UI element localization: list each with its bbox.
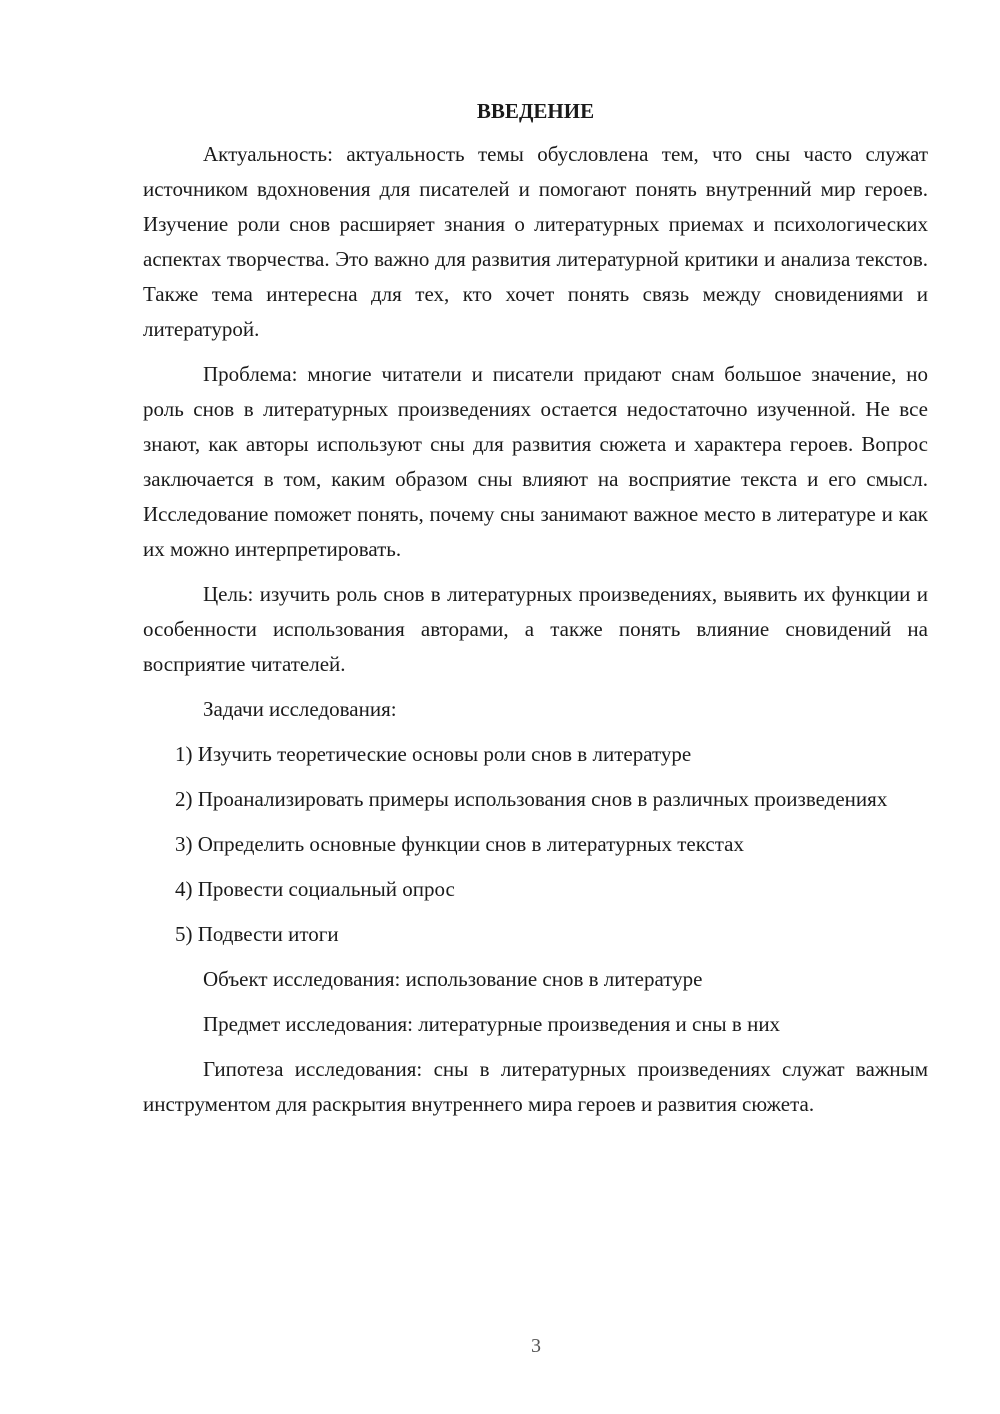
task-item-5: 5) Подвести итоги bbox=[175, 922, 339, 946]
task-item-4: 4) Провести социальный опрос bbox=[175, 877, 455, 901]
goal-paragraph: Цель: изучить роль снов в литературных произведениях, выявить их функции и особенности использования авторами, а также понять влияние сновидений на восприятие читателей. bbox=[143, 582, 928, 676]
research-hypothesis: Гипотеза исследования: сны в литературных произведениях служат важным инструментом для раскрытия внутреннего мира героев и развития сюжета. bbox=[143, 1057, 928, 1116]
task-item-3: 3) Определить основные функции снов в литературных текстах bbox=[175, 832, 744, 856]
task-item-1: 1) Изучить теоретические основы роли снов в литературе bbox=[175, 742, 692, 766]
problem-paragraph: Проблема: многие читатели и писатели придают снам большое значение, но роль снов в литературных произведениях остается недостаточно изученной. Не все знают, как авторы используют сны для развития сюжета и характера героев. Вопрос заключается в том, каким образом сны влияют на восприятие текста и его смысл. Исследование поможет понять, почему сны занимают важное место в литературе и как их можно интерпретировать. bbox=[143, 362, 928, 561]
research-object: Объект исследования: использование снов в литературе bbox=[203, 967, 703, 991]
document-page bbox=[143, 95, 928, 1132]
task-item-2: 2) Проанализировать примеры использования снов в различных произведениях bbox=[175, 787, 888, 811]
page-number: 3 bbox=[531, 1335, 541, 1357]
tasks-heading: Задачи исследования: bbox=[203, 697, 397, 721]
research-subject: Предмет исследования: литературные произведения и сны в них bbox=[203, 1012, 781, 1036]
page-title: ВВЕДЕНИЕ bbox=[476, 99, 595, 123]
relevance-paragraph: Актуальность: актуальность темы обусловлена тем, что сны часто служат источником вдохновения для писателей и помогают понять внутренний мир героев. Изучение роли снов расширяет знания о литературных приемах и психологических аспектах творчества. Это важно для развития литературной критики и анализа текстов. Также тема интересна для тех, кто хочет понять связь между сновидениями и литературой. bbox=[143, 142, 928, 341]
